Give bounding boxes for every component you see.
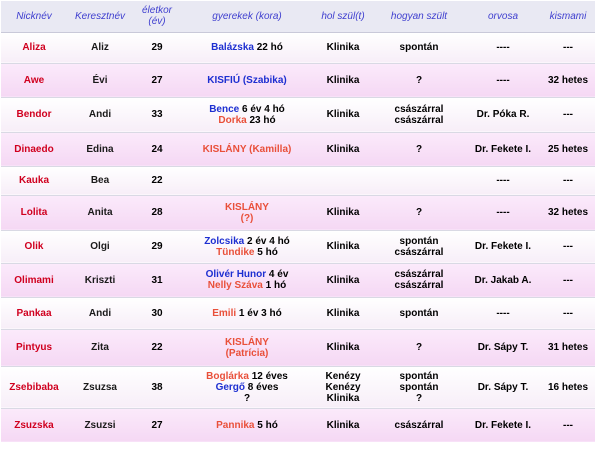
pregnancy-cell: --- <box>541 408 595 442</box>
birthplace-cell <box>313 166 373 195</box>
birth-method-cell-line: spontán <box>399 235 439 247</box>
child-text: 22 hó <box>253 42 283 53</box>
birth-method-cell <box>373 329 465 366</box>
age-cell: 27 <box>133 408 181 442</box>
doctor-cell: ---- <box>465 297 541 329</box>
child-text: Olivér Hunor <box>205 269 267 280</box>
children-cell <box>181 230 313 263</box>
birthplace-cell-line: Klinika <box>326 241 360 252</box>
birthplace-cell <box>313 366 373 408</box>
birthplace-cell-line: Klinika <box>326 207 360 218</box>
age-cell: 29 <box>133 32 181 63</box>
child-text: Zolcsika <box>204 235 245 247</box>
age-cell: 28 <box>133 195 181 230</box>
nickname-cell: Aliza <box>1 32 67 63</box>
child-line <box>181 236 313 247</box>
child-line <box>181 104 313 115</box>
first-name-cell: Anita <box>67 195 133 230</box>
child-text: 12 éves <box>248 370 288 382</box>
birthplace-cell <box>313 63 373 97</box>
first-name-cell: Aliz <box>67 32 133 63</box>
first-name-cell: Kriszti <box>67 263 133 297</box>
doctor-cell: Dr. Sápy T. <box>465 366 541 408</box>
nickname-cell: Bendor <box>1 97 67 132</box>
birthplace-cell-line: Klinika <box>326 307 360 319</box>
child-text: 8 éves <box>245 381 279 393</box>
pregnancy-cell: 16 hetes <box>541 366 595 408</box>
birthplace-cell-line: Klinika <box>326 419 360 431</box>
first-name-cell: Edina <box>67 132 133 166</box>
age-cell: 31 <box>133 263 181 297</box>
child-text: ? <box>243 392 251 404</box>
children-cell <box>181 32 313 63</box>
first-name-cell: Olgi <box>67 230 133 263</box>
header-eletkor: életkor (év) <box>133 1 181 32</box>
doctor-cell: Dr. Fekete I. <box>465 230 541 263</box>
pregnancy-cell: 32 hetes <box>541 195 595 230</box>
table-row <box>1 230 595 263</box>
children-cell <box>181 195 313 230</box>
doctor-cell: ---- <box>465 63 541 97</box>
nickname-cell: Pankaa <box>1 297 67 329</box>
child-text: Pannika <box>216 419 255 431</box>
birthplace-cell-line: Kenézy <box>325 381 361 393</box>
header-row <box>1 1 595 32</box>
table-row <box>1 297 595 329</box>
header-kismami: kismami <box>541 1 595 32</box>
table-row <box>1 97 595 132</box>
nickname-cell: Olimami <box>1 263 67 297</box>
pregnancy-cell: --- <box>541 32 595 63</box>
birthplace-cell-line: Klinika <box>326 342 360 353</box>
birthplace-cell-line: Klinika <box>326 392 360 404</box>
birth-method-cell-line: ? <box>415 392 423 404</box>
birth-method-cell-line: ? <box>415 74 423 86</box>
child-text: KISLÁNY <box>225 336 269 348</box>
birthplace-cell <box>313 32 373 63</box>
child-line <box>181 371 313 382</box>
age-cell: 30 <box>133 297 181 329</box>
pregnancy-cell: --- <box>541 297 595 329</box>
birthplace-cell-line: Klinika <box>326 74 360 86</box>
birthplace-cell-line: Klinika <box>326 42 360 53</box>
table-row <box>1 263 595 297</box>
table-row <box>1 166 595 195</box>
children-cell <box>181 97 313 132</box>
child-text: 5 hó <box>254 419 278 431</box>
age-cell: 22 <box>133 166 181 195</box>
header-hogyan-szult: hogyan szült <box>373 1 465 32</box>
birth-method-cell-line: császárral <box>394 103 444 115</box>
birthplace-cell <box>313 132 373 166</box>
birth-method-cell <box>373 132 465 166</box>
birth-method-cell <box>373 230 465 263</box>
first-name-cell: Bea <box>67 166 133 195</box>
birthplace-cell <box>313 97 373 132</box>
birth-method-cell-line: ? <box>415 143 423 155</box>
birth-method-cell <box>373 263 465 297</box>
child-line <box>181 115 313 126</box>
doctor-cell: Dr. Sápy T. <box>465 329 541 366</box>
birthplace-cell <box>313 329 373 366</box>
table-row <box>1 32 595 63</box>
child-line <box>181 247 313 258</box>
members-table-container <box>1 1 595 443</box>
child-text: 2 év 4 hó <box>244 235 290 247</box>
age-cell: 29 <box>133 230 181 263</box>
first-name-cell: Zsuzsi <box>67 408 133 442</box>
child-text: 23 hó <box>246 114 276 126</box>
header-keresztnev: Keresztnév <box>67 1 133 32</box>
table-row <box>1 366 595 408</box>
child-text: Gergő <box>215 381 246 393</box>
nickname-cell: Zsuzska <box>1 408 67 442</box>
doctor-cell: ---- <box>465 195 541 230</box>
child-text: Boglárka <box>206 370 249 382</box>
birth-method-cell <box>373 297 465 329</box>
child-text: 6 év 4 hó <box>239 103 285 115</box>
birthplace-cell <box>313 230 373 263</box>
doctor-cell: ---- <box>465 166 541 195</box>
child-line <box>181 382 313 393</box>
child-line <box>181 213 313 224</box>
child-line <box>181 348 313 359</box>
child-line <box>181 75 313 86</box>
child-line <box>181 42 313 53</box>
child-line <box>181 337 313 348</box>
table-row <box>1 132 595 166</box>
first-name-cell: Andi <box>67 97 133 132</box>
members-table <box>1 1 595 442</box>
birth-method-cell-line: spontán <box>399 42 439 53</box>
children-cell <box>181 329 313 366</box>
child-text: 1 hó <box>262 280 287 291</box>
nickname-cell: Dinaedo <box>1 132 67 166</box>
birth-method-cell-line: ? <box>415 342 423 353</box>
table-row <box>1 195 595 230</box>
birth-method-cell-line: császárral <box>394 269 444 280</box>
nickname-cell: Olik <box>1 230 67 263</box>
child-text: 1 év 3 hó <box>236 307 282 319</box>
birthplace-cell-line: Kenézy <box>325 370 361 382</box>
birthplace-cell-line: Klinika <box>326 274 360 286</box>
birthplace-cell <box>313 408 373 442</box>
birth-method-cell-line: spontán <box>399 370 439 382</box>
pregnancy-cell: 31 hetes <box>541 329 595 366</box>
birth-method-cell-line: spontán <box>399 381 439 393</box>
pregnancy-cell: --- <box>541 166 595 195</box>
first-name-cell: Zita <box>67 329 133 366</box>
birth-method-cell <box>373 97 465 132</box>
doctor-cell: ---- <box>465 32 541 63</box>
child-text: Balázska <box>211 42 254 53</box>
birth-method-cell <box>373 32 465 63</box>
birth-method-cell-line: császárral <box>394 114 444 126</box>
birth-method-cell-line: ? <box>415 207 423 218</box>
child-text: (?) <box>240 212 254 224</box>
child-line <box>181 269 313 280</box>
child-text: 4 év <box>266 269 289 280</box>
birthplace-cell <box>313 195 373 230</box>
birthplace-cell <box>313 297 373 329</box>
age-cell: 27 <box>133 63 181 97</box>
age-cell: 22 <box>133 329 181 366</box>
nickname-cell: Lolita <box>1 195 67 230</box>
birth-method-cell <box>373 195 465 230</box>
birth-method-cell <box>373 166 465 195</box>
child-line <box>181 280 313 291</box>
children-cell <box>181 132 313 166</box>
doctor-cell: Dr. Fekete I. <box>465 408 541 442</box>
birth-method-cell <box>373 366 465 408</box>
child-line <box>181 144 313 155</box>
table-row <box>1 63 595 97</box>
child-text: Dorka <box>218 114 247 126</box>
birth-method-cell <box>373 63 465 97</box>
table-row <box>1 408 595 442</box>
birth-method-cell-line: császárral <box>394 246 444 258</box>
child-text: KISFIÚ (Szabika) <box>207 74 287 86</box>
header-orvosa: orvosa <box>465 1 541 32</box>
birthplace-cell <box>313 263 373 297</box>
child-text: Bence <box>209 103 240 115</box>
child-text: KISLÁNY <box>225 201 269 213</box>
birth-method-cell-line: császárral <box>394 419 444 431</box>
child-line <box>181 202 313 213</box>
birth-method-cell-line: császárral <box>394 280 444 291</box>
nickname-cell: Kauka <box>1 166 67 195</box>
child-line <box>181 308 313 319</box>
children-cell <box>181 263 313 297</box>
table-row <box>1 329 595 366</box>
children-cell <box>181 408 313 442</box>
child-line <box>181 393 313 404</box>
doctor-cell: Dr. Fekete I. <box>465 132 541 166</box>
header-nicknev: Nicknév <box>1 1 67 32</box>
children-cell <box>181 63 313 97</box>
age-cell: 24 <box>133 132 181 166</box>
birth-method-cell <box>373 408 465 442</box>
pregnancy-cell: 25 hetes <box>541 132 595 166</box>
child-text: KISLÁNY (Kamilla) <box>202 143 292 155</box>
birth-method-cell-line: spontán <box>399 307 439 319</box>
children-cell <box>181 297 313 329</box>
nickname-cell: Pintyus <box>1 329 67 366</box>
pregnancy-cell: --- <box>541 97 595 132</box>
header-hol-szult: hol szül(t) <box>313 1 373 32</box>
doctor-cell: Dr. Póka R. <box>465 97 541 132</box>
pregnancy-cell: --- <box>541 230 595 263</box>
nickname-cell: Zsebibaba <box>1 366 67 408</box>
age-cell: 38 <box>133 366 181 408</box>
child-text: Nelly Száva <box>207 280 263 291</box>
doctor-cell: Dr. Jakab A. <box>465 263 541 297</box>
child-text: Emili <box>212 307 237 319</box>
child-text: (Patrícia) <box>225 347 269 359</box>
header-gyerekek: gyerekek (kora) <box>181 1 313 32</box>
children-cell <box>181 166 313 195</box>
first-name-cell: Andi <box>67 297 133 329</box>
nickname-cell: Awe <box>1 63 67 97</box>
child-line <box>181 420 313 431</box>
pregnancy-cell: 32 hetes <box>541 63 595 97</box>
child-text: Tündike <box>216 246 255 258</box>
first-name-cell: Évi <box>67 63 133 97</box>
birthplace-cell-line: Klinika <box>326 109 360 120</box>
child-text: 5 hó <box>254 246 278 258</box>
pregnancy-cell: --- <box>541 263 595 297</box>
age-cell: 33 <box>133 97 181 132</box>
first-name-cell: Zsuzsa <box>67 366 133 408</box>
children-cell <box>181 366 313 408</box>
birthplace-cell-line: Klinika <box>326 143 360 155</box>
